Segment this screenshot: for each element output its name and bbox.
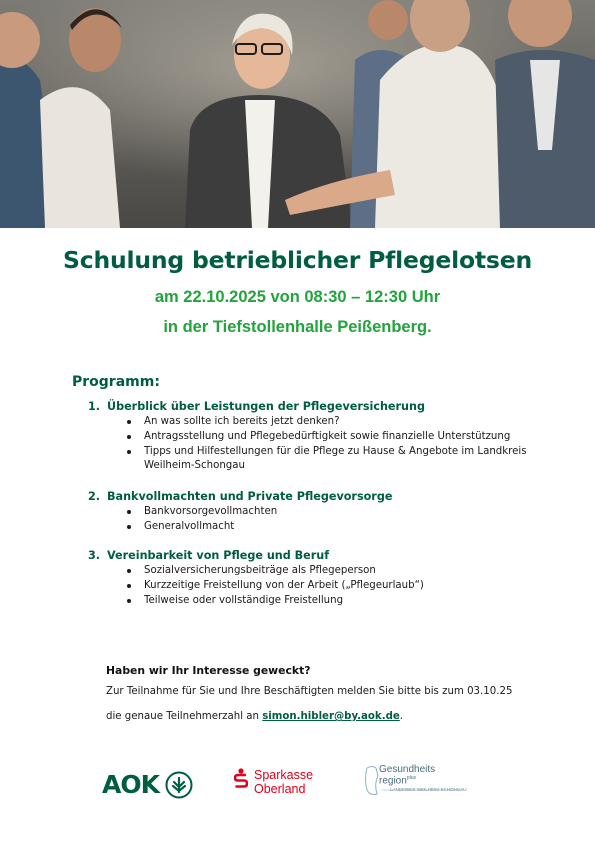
section-title: Vereinbarkeit von Pflege und Beruf — [107, 549, 330, 562]
bullet-list — [88, 564, 548, 608]
list-item: Antragsstellung und Pflegebedürftigkeit sowie finanzielle Unterstützung — [127, 430, 548, 445]
bullet-list — [88, 505, 548, 535]
section-title: Bankvollmachten und Private Pflegevorsorge — [107, 490, 393, 503]
sparkasse-s-icon — [234, 768, 248, 788]
sparkasse-line2: Oberland — [254, 782, 306, 796]
interest-heading: Haben wir Ihr Interesse geweckt? — [106, 664, 311, 677]
list-item-continuation: Weilheim-Schongau — [144, 460, 245, 472]
list-item: Tipps und Hilfestellungen für die Pflege zu Hause & Angebote im Landkreis — [127, 445, 548, 460]
list-item: Kurzzeitige Freistellung von der Arbeit („Pflegeurlaub“) — [127, 579, 548, 594]
event-location: in der Tiefstollenhalle Peißenberg. — [163, 318, 432, 336]
region-text: region — [379, 775, 407, 787]
registration-text: Zur Teilnahme für Sie und Ihre Beschäftigten melden Sie bitte bis zum 03.10.25 — [106, 686, 513, 697]
aok-wordmark: AOK — [102, 770, 159, 799]
gesundheitsregion-line1: Gesundheits — [379, 764, 436, 775]
plus-text: plus — [406, 775, 416, 781]
list-item: Generalvollmacht — [127, 520, 548, 535]
aok-tree-icon — [165, 771, 193, 799]
section-title: Überblick über Leistungen der Pflegeversicherung — [107, 400, 425, 413]
list-item: Bankvorsorgevollmachten — [127, 505, 548, 520]
email-link[interactable]: simon.hibler@by.aok.de — [262, 711, 400, 722]
registration-email-line — [106, 711, 403, 722]
gesundheitsregion-line2 — [379, 775, 416, 786]
section-number: 2. — [88, 490, 101, 503]
sparkasse-wordmark — [254, 768, 313, 796]
partner-logos — [0, 758, 595, 808]
program-heading: Programm: — [72, 374, 160, 390]
list-item: An was sollte ich bereits jetzt denken? — [127, 415, 548, 430]
section-number: 3. — [88, 549, 101, 562]
email-suffix: . — [399, 711, 404, 722]
gesundheitsregion-tagline: LANDKREIS WEILHEIM-SCHONGAU — [390, 787, 467, 792]
sparkasse-logo — [234, 768, 313, 796]
list-item: Sozialversicherungsbeiträge als Pflegeperson — [127, 564, 548, 579]
bullet-list — [88, 415, 548, 474]
event-date: am 22.10.2025 von 08:30 – 12:30 Uhr — [154, 288, 441, 306]
section-number: 1. — [88, 400, 101, 413]
program-section-3 — [88, 548, 548, 608]
section-heading — [88, 548, 548, 563]
header-photo — [0, 0, 595, 228]
email-prefix: die genaue Teilnehmerzahl an — [106, 711, 263, 722]
section-heading — [88, 399, 548, 414]
list-item: Teilweise oder vollständige Freistellung — [127, 594, 548, 609]
aok-logo — [102, 770, 193, 799]
page-title: Schulung betrieblicher Pflegelotsen — [62, 246, 532, 274]
program-section-2 — [88, 489, 548, 535]
program-section-1 — [88, 399, 548, 474]
sparkasse-line1: Sparkasse — [254, 768, 314, 782]
section-heading — [88, 489, 548, 504]
